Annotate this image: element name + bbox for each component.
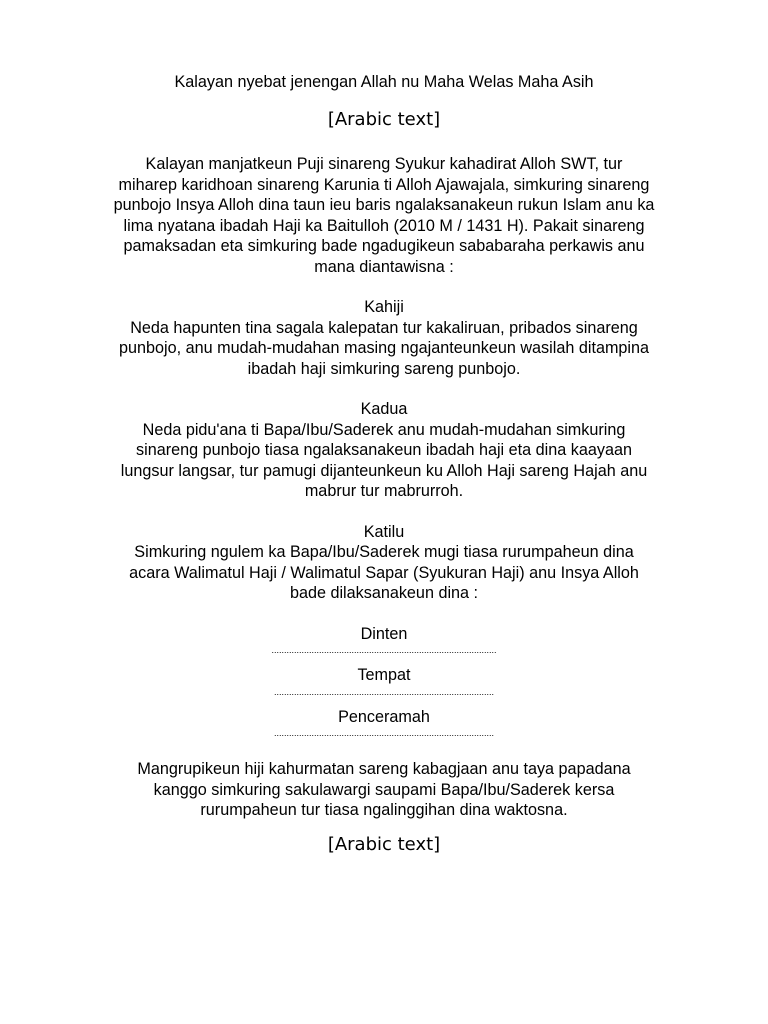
section-line: acara Walimatul Haji / Walimatul Sapar (Syukuran Haji) anu Insya Alloh — [129, 563, 639, 582]
closing-line: kanggo simkuring sakulawargi saupami Bapa/Ibu/Saderek kersa — [153, 780, 615, 799]
intro-line: mana diantawisna : — [314, 257, 454, 276]
section-kadua — [70, 399, 698, 502]
document-title: Kalayan nyebat jenengan Allah nu Maha Welas Maha Asih — [174, 73, 594, 91]
section-line: punbojo, anu mudah-mudahan masing ngajanteunkeun wasilah ditampina — [118, 339, 650, 357]
intro-line: lima nyatana ibadah Haji ka Baitulloh (2010 M / 1431 H). Pakait sinareng — [123, 216, 645, 235]
event-day-label: Dinten — [360, 624, 408, 643]
section-heading: Katilu — [363, 522, 405, 541]
event-speaker-label: Penceramah — [338, 707, 430, 726]
document-body — [70, 72, 698, 857]
section-line: lungsur langsar, tur pamugi dijanteunkeun ku Alloh Haji sareng Hajah anu — [120, 461, 648, 480]
section-line: mabrur tur mabrurroh. — [304, 482, 464, 500]
event-speaker-blank: ........................................................................................ — [273, 728, 495, 738]
event-place-label: Tempat — [357, 666, 411, 684]
section-line: ibadah haji simkuring sareng punbojo. — [247, 359, 521, 378]
intro-line: miharep karidhoan sinareng Karunia ti Alloh Ajawajala, simkuring sinareng — [118, 175, 650, 194]
section-line: sinareng punbojo tiasa ngalaksanakeun ibadah haji eta dina kaayaan — [136, 441, 632, 459]
closing-paragraph — [70, 759, 698, 821]
section-kahiji — [70, 297, 698, 379]
event-place-blank: ........................................................................................ — [273, 686, 495, 697]
event-details — [70, 624, 698, 741]
closing-line: rurumpaheun tur tiasa ngalinggihan dina waktosna. — [200, 801, 568, 819]
intro-paragraph — [70, 154, 698, 277]
closing-greeting-arabic: [Arabic text] — [327, 833, 441, 855]
event-day-blank: .......................................................................................... — [271, 645, 497, 655]
closing-line: Mangrupikeun hiji kahurmatan sareng kabagjaan anu taya papadana — [137, 760, 631, 778]
section-heading: Kadua — [360, 400, 408, 418]
section-line: Neda pidu'ana ti Bapa/Ibu/Saderek anu mudah-mudahan simkuring — [142, 420, 626, 439]
section-heading: Kahiji — [364, 298, 404, 316]
section-katilu — [70, 522, 698, 604]
opening-greeting-arabic: [Arabic text] — [327, 109, 441, 130]
section-line: Simkuring ngulem ka Bapa/Ibu/Saderek mugi tiasa rurumpaheun dina — [134, 543, 634, 561]
section-line: Neda hapunten tina sagala kalepatan tur kakaliruan, pribados sinareng — [130, 318, 638, 337]
intro-line: pamaksadan eta simkuring bade ngadugikeun sababaraha perkawis anu — [123, 237, 645, 255]
section-line: bade dilaksanakeun dina : — [289, 584, 479, 602]
intro-line: Kalayan manjatkeun Puji sinareng Syukur kahadirat Alloh SWT, tur — [145, 155, 623, 173]
intro-line: punbojo Insya Alloh dina taun ieu baris ngalaksanakeun rukun Islam anu ka — [113, 196, 655, 214]
